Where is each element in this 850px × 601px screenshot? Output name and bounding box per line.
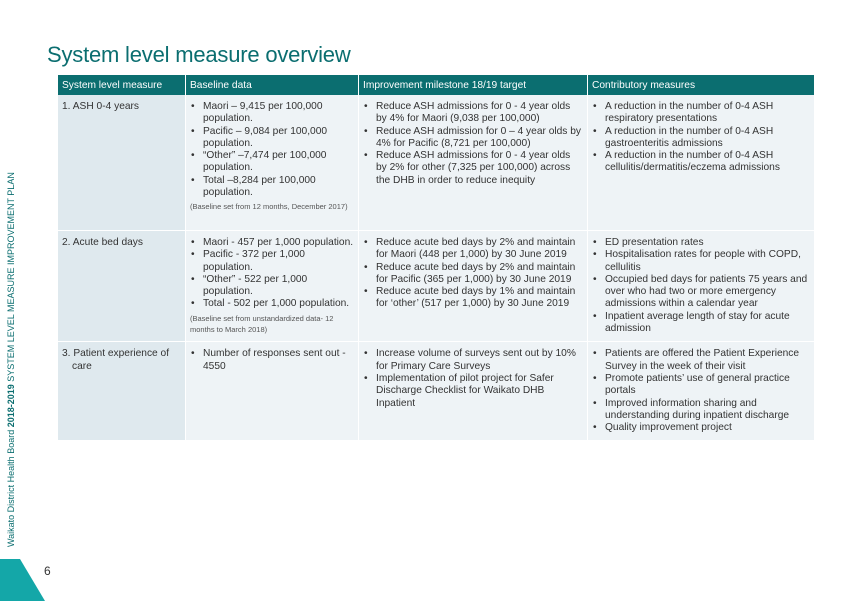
- baseline-list: [190, 348, 354, 373]
- baseline-note: (Baseline set from 12 months, December 2017): [190, 202, 348, 212]
- list-item: • Quality improvement project: [603, 422, 810, 434]
- milestone-cell: [359, 231, 588, 342]
- baseline-note: (Baseline set from unstandardized data- 12 months to March 2018): [190, 313, 334, 334]
- list-item: • A reduction in the number of 0-4 ASH cellulitis/dermatitis/eczema admissions: [603, 150, 810, 175]
- list-item: • Maori – 9,415 per 100,000 population.: [201, 101, 354, 126]
- contributory-cell: [588, 95, 815, 231]
- list-item: • Pacific – 9,084 per 100,000 population.: [201, 126, 354, 151]
- list-item: • Number of responses sent out - 4550: [201, 348, 354, 373]
- page-title: System level measure overview: [47, 42, 351, 67]
- baseline-list: [190, 101, 354, 199]
- header-cell: Contributory measures: [588, 75, 815, 95]
- list-item: • Patients are offered the Patient Experience Survey in the week of their visit: [603, 348, 810, 373]
- measure-table: [58, 75, 815, 441]
- measure-cell: [58, 95, 186, 231]
- measure-cell: [58, 342, 186, 441]
- side-suffix: SYSTEM LEVEL MEASURE IMPROVEMENT PLAN: [6, 172, 16, 385]
- list-item: • Maori - 457 per 1,000 population.: [201, 237, 354, 249]
- contributory-list: [592, 348, 810, 434]
- list-item: • Reduce acute bed days by 1% and maintain for ‘other’ (517 per 1,000) by 30 June 2019: [374, 286, 583, 311]
- list-item: • Pacific - 372 per 1,000 population.: [201, 249, 354, 274]
- measure-label: 1. ASH 0-4 years: [62, 101, 140, 112]
- list-item: • Total –8,284 per 100,000 population.: [201, 175, 354, 200]
- list-item: • Reduce ASH admissions for 0 - 4 year olds by 2% for other (7,325 per 100,000) across the DHB in order to reduce inequity: [374, 150, 583, 187]
- contributory-list: [592, 101, 810, 175]
- list-item: • Hospitalisation rates for people with COPD, cellulitis: [603, 249, 810, 274]
- measure-label: 3. Patient experience of care: [62, 348, 170, 372]
- milestone-list: [363, 237, 583, 311]
- contributory-cell: [588, 231, 815, 342]
- side-prefix: Waikato District Health Board: [6, 427, 16, 547]
- list-item: • Reduce acute bed days by 2% and maintain for Pacific (365 per 1,000) by 30 June 2019: [374, 262, 583, 287]
- list-item: • Reduce ASH admission for 0 – 4 year olds by 4% for Pacific (8,721 per 100,000): [374, 126, 583, 151]
- corner-shape: [0, 559, 45, 601]
- milestone-cell: [359, 342, 588, 441]
- header-cell: Baseline data: [186, 75, 359, 95]
- header-cell: Improvement milestone 18/19 target: [359, 75, 588, 95]
- corner-decoration: [0, 559, 45, 601]
- list-item: • Occupied bed days for patients 75 years and over who had two or more emergency admissions within a calendar year: [603, 274, 810, 311]
- list-item: • Implementation of pilot project for Safer Discharge Checklist for Waikato DHB Inpatient: [374, 373, 583, 410]
- milestone-list: [363, 348, 583, 409]
- list-item: • Promote patients’ use of general practice portals: [603, 373, 810, 398]
- measure-label: 2. Acute bed days: [62, 237, 143, 248]
- baseline-cell: [186, 95, 359, 231]
- milestone-cell: [359, 95, 588, 231]
- table-header-row: [58, 75, 815, 95]
- baseline-list: [190, 237, 354, 311]
- list-item: • Inpatient average length of stay for acute admission: [603, 311, 810, 336]
- table-row: [58, 95, 815, 231]
- list-item: • A reduction in the number of 0-4 ASH gastroenteritis admissions: [603, 126, 810, 151]
- table-row: [58, 231, 815, 342]
- list-item: • “Other” –7,474 per 100,000 population.: [201, 150, 354, 175]
- list-item: • Total - 502 per 1,000 population.: [201, 298, 354, 310]
- baseline-cell: [186, 342, 359, 441]
- side-year: 2018-2019: [6, 384, 16, 428]
- baseline-cell: [186, 231, 359, 342]
- list-item: • Improved information sharing and understanding during inpatient discharge: [603, 398, 810, 423]
- list-item: • “Other” - 522 per 1,000 population.: [201, 274, 354, 299]
- header-cell: System level measure: [58, 75, 186, 95]
- list-item: • Reduce acute bed days by 2% and maintain for Maori (448 per 1,000) by 30 June 2019: [374, 237, 583, 262]
- list-item: • A reduction in the number of 0-4 ASH respiratory presentations: [603, 101, 810, 126]
- page-number: 6: [44, 564, 51, 578]
- side-running-header: [6, 172, 16, 547]
- list-item: • ED presentation rates: [603, 237, 810, 249]
- contributory-cell: [588, 342, 815, 441]
- list-item: • Increase volume of surveys sent out by 10% for Primary Care Surveys: [374, 348, 583, 373]
- measure-cell: [58, 231, 186, 342]
- list-item: • Reduce ASH admissions for 0 - 4 year olds by 4% for Maori (9,038 per 100,000): [374, 101, 583, 126]
- contributory-list: [592, 237, 810, 335]
- milestone-list: [363, 101, 583, 187]
- table-row: [58, 342, 815, 441]
